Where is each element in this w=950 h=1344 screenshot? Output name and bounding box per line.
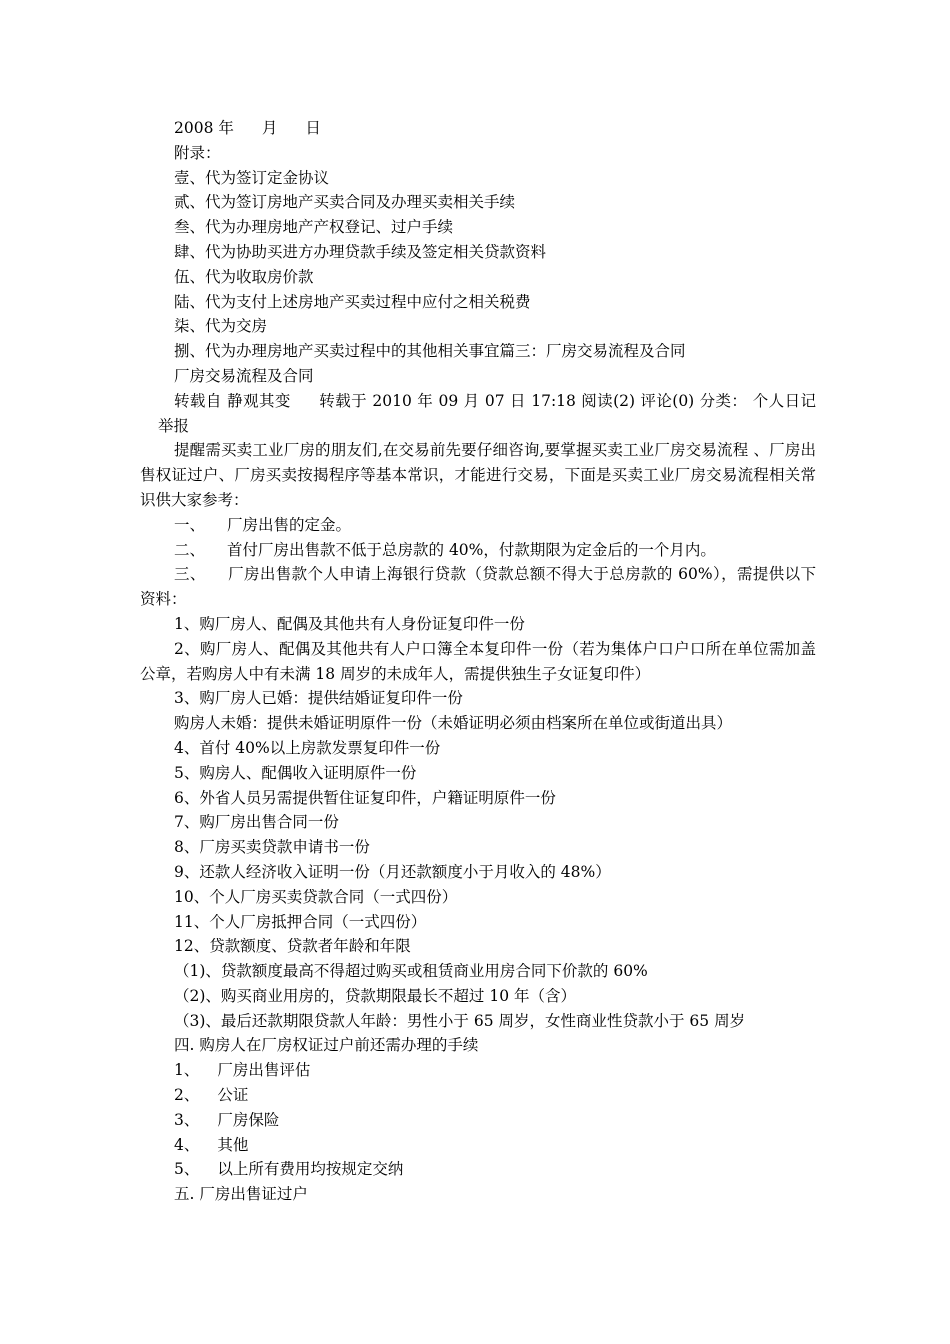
loan-rule: （3)、最后还款期限贷款人年龄：男性小于 65 周岁，女性商业性贷款小于 65 周岁 bbox=[174, 1011, 746, 1030]
loan-rule: （1)、贷款额度最高不得超过购买或租赁商业用房合同下价款的 60% bbox=[174, 962, 648, 981]
date-day: 日 bbox=[305, 119, 321, 137]
material-item: 1、购厂房人、配偶及其他共有人身份证复印件一份 bbox=[174, 614, 525, 633]
step-number: 一、 bbox=[174, 515, 206, 534]
appendix-item: 贰、代为签订房地产买卖合同及办理买卖相关手续 bbox=[174, 193, 516, 212]
appendix-item: 捌、代为办理房地产买卖过程中的其他相关事宜篇三：厂房交易流程及合同 bbox=[174, 342, 686, 361]
item-number: 2、 bbox=[174, 1086, 200, 1105]
item-text: 以上所有费用均按规定交纳 bbox=[217, 1160, 404, 1179]
document-page bbox=[140, 116, 816, 1207]
section-4-item bbox=[140, 1058, 816, 1083]
material-item: 购房人未婚：提供未婚证明原件一份（未婚证明必须由档案所在单位或街道出具） bbox=[174, 714, 733, 733]
appendix-item: 壹、代为签订定金协议 bbox=[174, 168, 330, 187]
material-item: 10、个人厂房买卖贷款合同（一式四份） bbox=[174, 887, 458, 906]
step-text: 厂房出售款个人申请上海银行贷款（贷款总额不得大于总房款的 60%），需提供以下资料： bbox=[140, 565, 816, 609]
material-item: 4、首付 40%以上房款发票复印件一份 bbox=[174, 738, 441, 757]
item-text: 厂房保险 bbox=[217, 1110, 280, 1129]
section-4-title: 四. 购房人在厂房权证过户前还需办理的手续 bbox=[174, 1036, 479, 1055]
material-item: 3、购厂房人已婚：提供结婚证复印件一份 bbox=[174, 689, 463, 708]
item-number: 3、 bbox=[174, 1110, 200, 1129]
loan-rule: （2)、购买商业用房的，贷款期限最长不超过 10 年（含） bbox=[174, 986, 576, 1005]
section-5-title: 五. 厂房出售证过户 bbox=[174, 1185, 308, 1204]
date-month: 月 bbox=[261, 119, 278, 137]
step-item bbox=[140, 513, 816, 538]
section-4-item bbox=[140, 1133, 816, 1158]
step-number: 三、 bbox=[174, 565, 206, 584]
intro-paragraph: 提醒需买卖工业厂房的朋友们,在交易前先要仔细咨询,要掌握买卖工业厂房交易流程 、厂房出售权证过户、厂房买卖按揭程序等基本常识，才能进行交易，下面是买卖工业厂房交易流程相关常识供大家参考： bbox=[140, 441, 816, 509]
appendix-item: 伍、代为收取房价款 bbox=[174, 267, 314, 286]
material-item: 12、贷款额度、贷款者年龄和年限 bbox=[174, 937, 411, 956]
item-number: 4、 bbox=[174, 1135, 200, 1154]
article-meta bbox=[140, 389, 816, 439]
section-4-item bbox=[140, 1108, 816, 1133]
item-number: 1、 bbox=[174, 1061, 200, 1080]
step-item bbox=[140, 562, 816, 612]
article-title: 厂房交易流程及合同 bbox=[174, 366, 314, 385]
appendix-item: 肆、代为协助买进方办理贷款手续及签定相关贷款资料 bbox=[174, 242, 547, 261]
item-number: 5、 bbox=[174, 1160, 200, 1179]
date-line bbox=[140, 116, 816, 141]
step-item bbox=[140, 538, 816, 563]
material-item: 8、厂房买卖贷款申请书一份 bbox=[174, 838, 370, 857]
section-4-item bbox=[140, 1157, 816, 1182]
repost-source: 转载自 静观其变 bbox=[174, 391, 291, 410]
item-text: 厂房出售评估 bbox=[217, 1061, 311, 1080]
material-item: 2、购厂房人、配偶及其他共有人户口簿全本复印件一份（若为集体户口户口所在单位需加盖公章，若购房人中有未满 18 周岁的未成年人，需提供独生子女证复印件） bbox=[140, 639, 816, 683]
material-item: 9、还款人经济收入证明一份（月还款额度小于月收入的 48%） bbox=[174, 862, 611, 881]
date-year: 2008 年 bbox=[174, 119, 234, 137]
step-text: 厂房出售的定金。 bbox=[227, 515, 352, 534]
material-item: 7、购厂房出售合同一份 bbox=[174, 813, 339, 832]
appendix-item: 柒、代为交房 bbox=[174, 317, 268, 336]
section-4-item bbox=[140, 1083, 816, 1108]
material-item: 11、个人厂房抵押合同（一式四份） bbox=[174, 912, 427, 931]
step-text: 首付厂房出售款不低于总房款的 40%，付款期限为定金后的一个月内。 bbox=[227, 540, 716, 559]
repost-info: 转载于 2010 年 09 月 07 日 17:18 阅读(2) 评论(0) 分类： 个人日记 bbox=[318, 391, 817, 410]
appendix-title: 附录： bbox=[174, 143, 221, 162]
report-link[interactable]: 举报 bbox=[158, 416, 190, 435]
step-number: 二、 bbox=[174, 540, 206, 559]
appendix-item: 陆、代为支付上述房地产买卖过程中应付之相关税费 bbox=[174, 292, 531, 311]
material-item: 5、购房人、配偶收入证明原件一份 bbox=[174, 763, 417, 782]
material-item: 6、外省人员另需提供暂住证复印件，户籍证明原件一份 bbox=[174, 788, 556, 807]
item-text: 其他 bbox=[217, 1135, 249, 1154]
appendix-item: 叁、代为办理房地产产权登记、过户手续 bbox=[174, 218, 454, 237]
item-text: 公证 bbox=[217, 1086, 249, 1105]
